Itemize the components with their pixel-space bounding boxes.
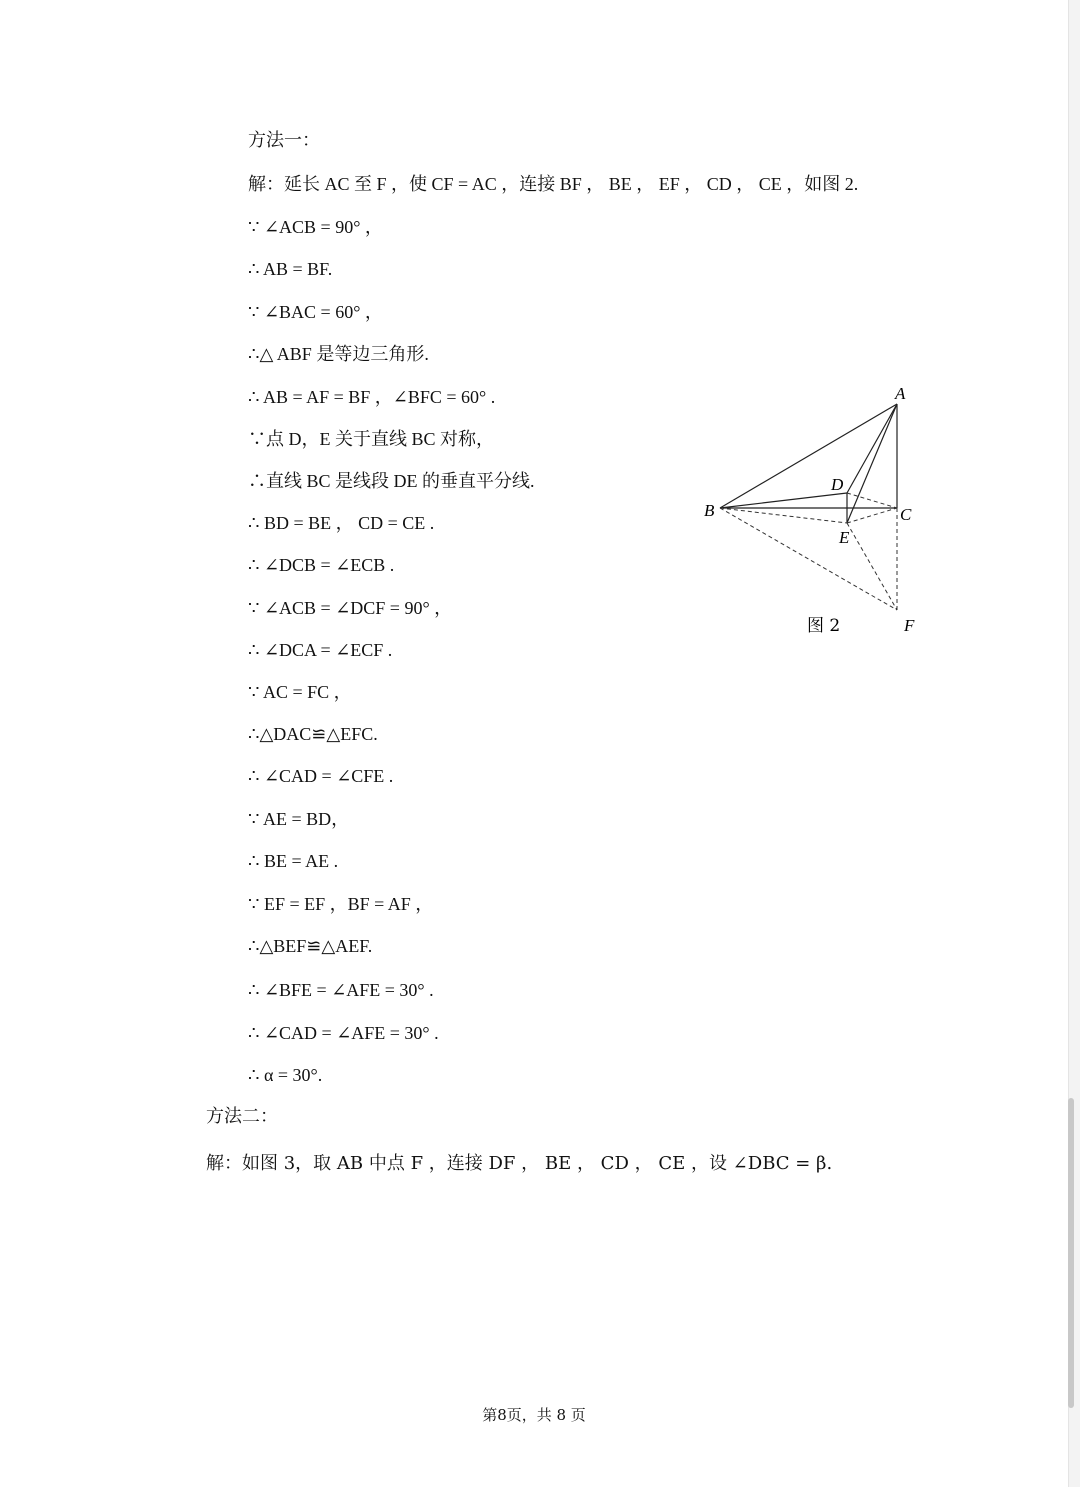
segment-BA	[720, 404, 897, 508]
scrollbar-thumb[interactable]	[1068, 1098, 1074, 1408]
proof-line: ∵ ∠BAC = 60° ，	[248, 302, 383, 322]
proof-line: ∴ ∠BFE = ∠AFE = 30° .	[248, 980, 434, 1000]
proof-line: ∴ BE = AE .	[248, 851, 339, 871]
proof-line: ∴△BEF≌△AEF.	[248, 936, 373, 956]
proof-line: ∴ ∠DCA = ∠ECF .	[248, 640, 393, 660]
segment-EC	[847, 508, 897, 523]
method2-first-line: 解：如图 3，取 AB 中点 F ，连接 DF ， BE ， CD ， CE ，设 ∠DBC = β.	[206, 1153, 833, 1174]
proof-line: ∵ ∠ACB = 90° ，	[248, 217, 383, 237]
method1-title: 方法一：	[248, 130, 320, 151]
triangle-diagram	[690, 380, 930, 645]
page-footer: 第8页，共 8 页	[482, 1406, 586, 1424]
proof-line: ∵ ∠ACB = ∠DCF = 90° ，	[248, 598, 453, 618]
proof-line: ∴ AB = AF = BF ，∠BFC = 60° .	[248, 387, 496, 407]
proof-line: ∴△DAC≌△EFC.	[248, 724, 378, 744]
proof-line: ∴ BD = BE ， CD = CE .	[248, 513, 435, 533]
figure-caption: 图 2	[807, 616, 841, 636]
segment-AE	[847, 404, 897, 523]
proof-line: ∵ AE = BD，	[248, 809, 350, 829]
proof-line: ∴ ∠CAD = ∠CFE .	[248, 766, 394, 786]
proof-line: 解：延长 AC 至 F ，使 CF = AC ，连接 BF ， BE ， EF ， CD ， CE ，如图 2.	[248, 174, 859, 194]
label-F: F	[904, 616, 915, 635]
segment-AD	[847, 404, 897, 493]
label-E: E	[839, 528, 850, 547]
label-C: C	[900, 505, 912, 524]
proof-line: ∴ AB = BF.	[248, 259, 333, 279]
proof-line: ∴ ∠DCB = ∠ECB .	[248, 555, 395, 575]
method2-title: 方法二：	[206, 1106, 278, 1127]
label-D: D	[831, 475, 844, 494]
segment-BD	[720, 493, 847, 508]
proof-line: ∵ AC = FC ，	[248, 682, 352, 702]
proof-line: ∴△ ABF 是等边三角形.	[248, 344, 429, 364]
proof-line: ∵点 D，E 关于直线 BC 对称，	[248, 429, 495, 449]
segment-BE	[720, 508, 847, 523]
figure-2	[690, 380, 930, 645]
label-B: B	[704, 501, 715, 520]
segment-EF	[847, 523, 897, 610]
segment-BF	[720, 508, 897, 610]
proof-line: ∴ α = 30°.	[248, 1065, 323, 1085]
proof-line: ∴直线 BC 是线段 DE 的垂直平分线.	[248, 471, 535, 491]
proof-line: ∴ ∠CAD = ∠AFE = 30° .	[248, 1023, 439, 1043]
label-A: A	[895, 384, 906, 403]
proof-line: ∵ EF = EF ，BF = AF ，	[248, 894, 434, 914]
